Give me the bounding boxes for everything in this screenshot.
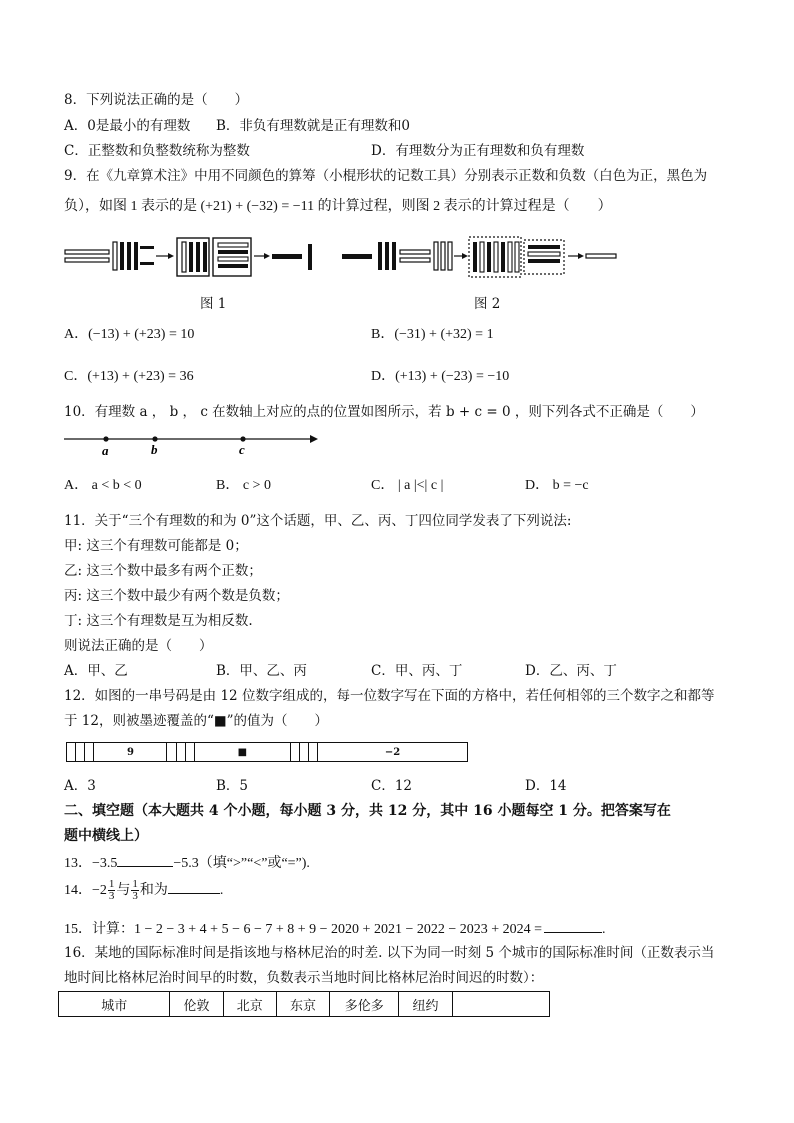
point-b bbox=[152, 436, 157, 441]
city-tokyo: 东京 bbox=[276, 992, 329, 1017]
q12-option-b: B．5 bbox=[216, 778, 249, 794]
figure-1-rods bbox=[65, 238, 312, 276]
city-beijing: 北京 bbox=[223, 992, 276, 1017]
q13-answer-blank[interactable] bbox=[117, 852, 173, 867]
q12-stem-line2: 于 12，则被墨迹覆盖的“■”的值为（ ） bbox=[64, 713, 329, 729]
city-empty-cell bbox=[452, 992, 549, 1017]
q14-prefix: 14．−2 bbox=[64, 883, 107, 898]
grid-cell bbox=[176, 743, 185, 762]
q14-period: . bbox=[219, 883, 224, 898]
q16-stem-line2: 地时间比格林尼治时间早的时数，负数表示当地时间比格林尼治时间迟的时数）： bbox=[64, 970, 544, 986]
q13-suffix: −5.3（填“>”“<”或“=”). bbox=[173, 856, 310, 871]
q8-option-a: A．0是最小的有理数 bbox=[64, 118, 191, 134]
grid-cell-ink-covered: ■ bbox=[194, 743, 290, 762]
q8-option-d: D．有理数分为正有理数和负有理数 bbox=[371, 143, 585, 159]
q14-sum-label: 和为 bbox=[139, 883, 168, 898]
q10-stem: 10．有理数 a ， b ， c 在数轴上对应的点的位置如图所示，若 b + c = 0 ，则下列各式不正确是（ ） bbox=[64, 404, 704, 420]
q9-option-c: C．(+13) + (+23) = 36 bbox=[64, 369, 194, 384]
q15 bbox=[64, 918, 606, 939]
q12-option-a: A．3 bbox=[64, 778, 96, 794]
grid-cell bbox=[67, 743, 76, 762]
grid-cell bbox=[85, 743, 94, 762]
grid-cell: −2 bbox=[318, 743, 468, 762]
figure-2-caption: 图 2 bbox=[474, 296, 501, 312]
number-line bbox=[62, 428, 322, 460]
q11-jia: 甲: 这三个有理数可能都是 0； bbox=[64, 538, 248, 554]
q14-fraction: $\frac{1}{3}$ bbox=[132, 878, 138, 903]
grid-cell bbox=[309, 743, 318, 762]
figure-2-rods bbox=[342, 237, 616, 277]
grid-cell bbox=[290, 743, 299, 762]
point-a bbox=[103, 436, 108, 441]
city-new-york: 纽约 bbox=[399, 992, 452, 1017]
q10-option-b: B． c > 0 bbox=[216, 478, 271, 493]
q15-answer-blank[interactable] bbox=[544, 918, 602, 933]
counting-rods-figure bbox=[60, 232, 660, 294]
point-c bbox=[240, 436, 245, 441]
city-london: 伦敦 bbox=[170, 992, 223, 1017]
q8-option-c: C．正整数和负整数统称为整数 bbox=[64, 143, 250, 159]
q14 bbox=[64, 876, 223, 906]
q11-bing: 丙: 这三个数中最少有两个数是负数； bbox=[64, 588, 289, 604]
q11-option-b: B．甲、乙、丙 bbox=[216, 663, 307, 679]
q11-option-d: D．乙、丙、丁 bbox=[525, 663, 617, 679]
label-b: b bbox=[151, 442, 158, 457]
q12-stem-line1: 12．如图的一串号码是由 12 位数字组成的，每一位数字写在下面的方格中，若任何相邻的三个数字之和都等 bbox=[64, 688, 715, 704]
q16-stem-line1: 16．某地的国际标准时间是指该地与格林尼治的时差. 以下为同一时刻 5 个城市的国际标准时间（正数表示当 bbox=[64, 945, 715, 961]
q11-ding: 丁: 这三个有理数是互为相反数. bbox=[64, 613, 253, 629]
q11-option-a: A．甲、乙 bbox=[64, 663, 128, 679]
section-2-heading-line2: 题中横线上） bbox=[64, 828, 148, 844]
q12-option-d: D．14 bbox=[525, 778, 567, 794]
q8-option-b: B．非负有理数就是正有理数和0 bbox=[216, 118, 411, 134]
q9-option-a: A．(−13) + (+23) = 10 bbox=[64, 327, 195, 342]
q11-option-c: C．甲、丙、丁 bbox=[371, 663, 463, 679]
q10-option-c: C． | a |<| c | bbox=[371, 478, 444, 493]
grid-cell bbox=[185, 743, 194, 762]
city-time-table bbox=[58, 991, 550, 1017]
q13 bbox=[64, 852, 310, 873]
grid-cell bbox=[167, 743, 176, 762]
q13-prefix: 13．−3.5 bbox=[64, 856, 118, 871]
figure-1-caption: 图 1 bbox=[200, 296, 227, 312]
q14-answer-blank[interactable] bbox=[168, 879, 220, 894]
q15-period: . bbox=[602, 922, 606, 937]
grid-cell: 9 bbox=[94, 743, 167, 762]
q10-option-d: D． b = −c bbox=[525, 478, 589, 493]
q9-stem-line2: 负），如图 1 表示的是 (+21) + (−32) = −11 的计算过程，则图 2 表示的计算过程是（ ） bbox=[64, 199, 612, 214]
q9-option-b: B．(−31) + (+32) = 1 bbox=[371, 327, 494, 342]
city-toronto: 多伦多 bbox=[330, 992, 399, 1017]
label-a: a bbox=[102, 443, 109, 458]
q9-option-d: D．(+13) + (−23) = −10 bbox=[371, 369, 510, 384]
q14-mixed-fraction: $\frac{1}{3}$ bbox=[108, 878, 115, 903]
city-header: 城市 bbox=[59, 992, 170, 1017]
grid-cell bbox=[76, 743, 85, 762]
q11-yi: 乙: 这三个数中最多有两个正数； bbox=[64, 563, 262, 579]
q11-ask: 则说法正确的是（ ） bbox=[64, 638, 213, 654]
q15-expression: 15．计算：1 − 2 − 3 + 4 + 5 − 6 − 7 + 8 + 9 − 2020 + 2021 − 2022 − 2023 + 2024 = bbox=[64, 922, 543, 937]
grid-cell bbox=[299, 743, 308, 762]
q14-and: 与 bbox=[116, 883, 131, 898]
q11-stem: 11．关于“三个有理数的和为 0”这个话题，甲、乙、丙、丁四位同学发表了下列说法: bbox=[64, 513, 572, 529]
label-c: c bbox=[239, 442, 245, 457]
section-2-heading-line1: 二、填空题（本大题共 4 个小题，每小题 3 分，共 12 分，其中 16 小题每空 1 分。把答案写在 bbox=[64, 803, 671, 819]
q10-option-a: A． a < b < 0 bbox=[64, 478, 142, 493]
q9-stem-line1: 9．在《九章算术注》中用不同颜色的算筹（小棍形状的记数工具）分别表示正数和负数（白色为正，黑色为 bbox=[64, 168, 708, 184]
q8-stem: 8．下列说法正确的是（ ） bbox=[64, 92, 249, 108]
number-grid bbox=[66, 742, 468, 762]
q12-option-c: C．12 bbox=[371, 778, 413, 794]
